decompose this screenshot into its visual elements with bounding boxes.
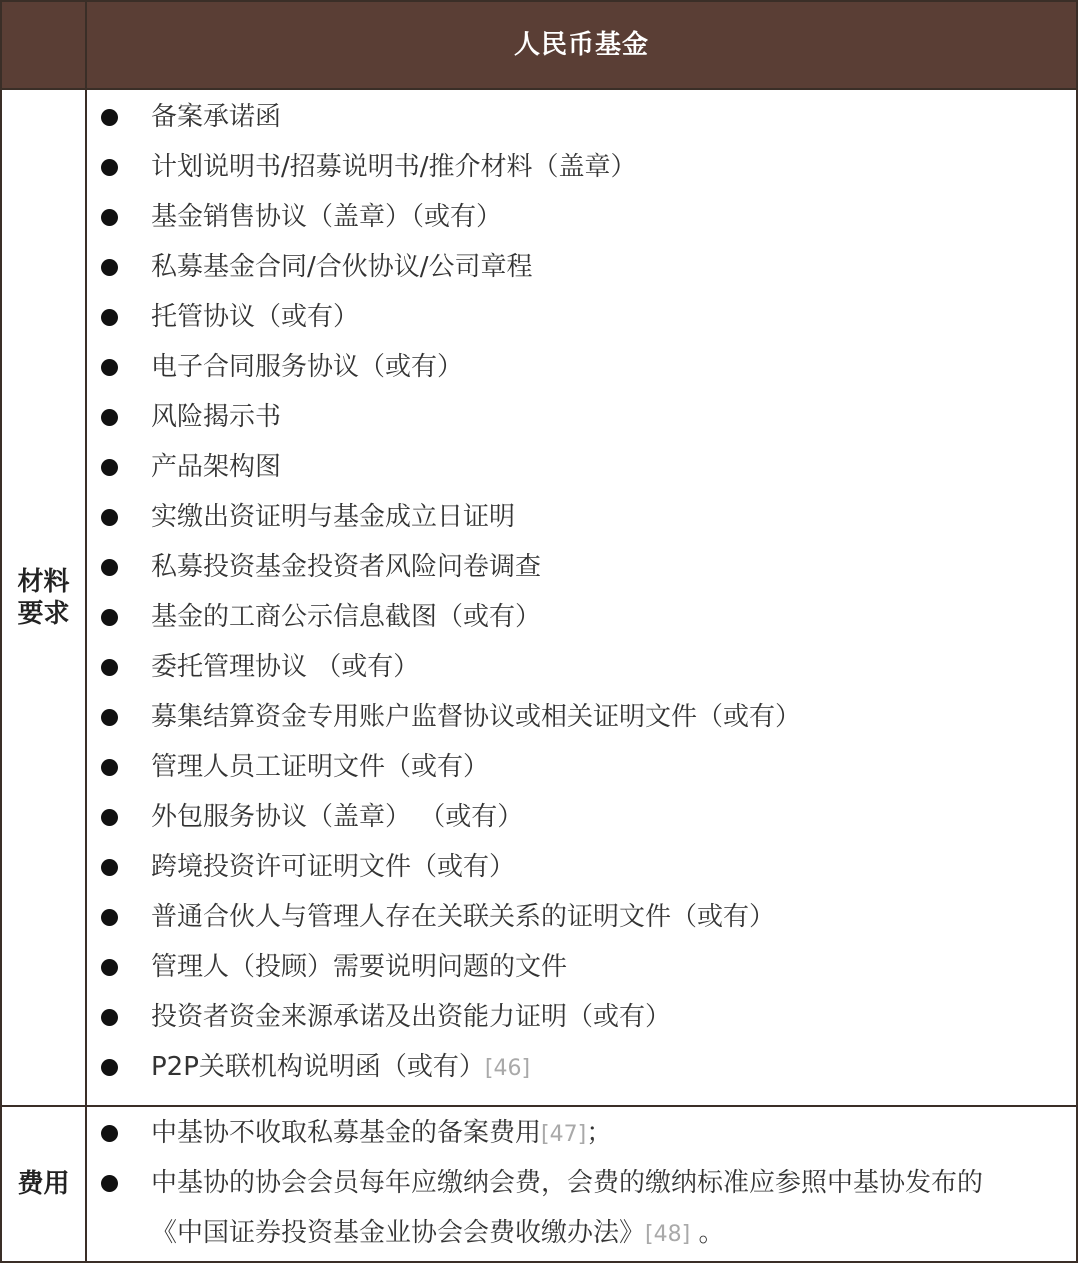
list-item	[87, 142, 1076, 192]
list-item	[87, 192, 1076, 242]
bullet-icon	[101, 409, 118, 426]
list-item	[87, 942, 1076, 992]
bullet-icon	[101, 309, 118, 326]
bullet-icon	[101, 209, 118, 226]
item-text: 风险揭示书	[151, 402, 282, 432]
bullet-icon	[101, 509, 118, 526]
item-text: 产品架构图	[151, 452, 282, 482]
materials-list	[87, 92, 1076, 1092]
bullet-icon	[101, 259, 118, 276]
item-text: P2P关联机构说明函（或有）	[151, 1052, 485, 1082]
list-item	[87, 92, 1076, 142]
item-text: 普通合伙人与管理人存在关联关系的证明文件（或有）	[151, 902, 776, 932]
fees-list	[87, 1108, 1076, 1258]
list-item	[87, 492, 1076, 542]
bullet-icon	[101, 559, 118, 576]
bullet-icon	[101, 959, 118, 976]
list-item	[87, 842, 1076, 892]
bullet-icon	[101, 1175, 118, 1192]
bullet-icon	[101, 809, 118, 826]
item-text: 跨境投资许可证明文件（或有）	[151, 852, 516, 882]
list-item: 中基协不收取私募基金的备案费用[47]；	[87, 1108, 1076, 1158]
bullet-icon	[101, 1059, 118, 1076]
list-item	[87, 392, 1076, 442]
bullet-icon	[101, 459, 118, 476]
item-text: 私募投资基金投资者风险问卷调查	[151, 552, 542, 582]
header-title: 人民币基金	[513, 30, 649, 60]
item-text: 基金销售协议（盖章）（或有）	[151, 202, 503, 232]
list-item	[87, 642, 1076, 692]
item-text: 投资者资金来源承诺及出资能力证明（或有）	[151, 1002, 672, 1032]
item-text: 管理人（投顾）需要说明问题的文件	[151, 952, 568, 982]
bullet-icon	[101, 859, 118, 876]
list-item	[87, 992, 1076, 1042]
item-text: 管理人员工证明文件（或有）	[151, 752, 490, 782]
item-text: 基金的工商公示信息截图（或有）	[151, 602, 542, 632]
item-text: 募集结算资金专用账户监督协议或相关证明文件（或有）	[151, 702, 802, 732]
bullet-icon	[101, 1125, 118, 1142]
list-item	[87, 742, 1076, 792]
list-item	[87, 892, 1076, 942]
row-divider	[2, 1105, 1076, 1107]
fees-label: 费用	[2, 1107, 87, 1261]
item-text: 电子合同服务协议（或有）	[151, 352, 464, 382]
list-item	[87, 692, 1076, 742]
footnote-ref[interactable]: [46]	[484, 1056, 531, 1081]
item-text: 委托管理协议 （或有）	[151, 652, 420, 682]
item-text: 实缴出资证明与基金成立日证明	[151, 502, 516, 532]
list-item	[87, 542, 1076, 592]
list-item	[87, 442, 1076, 492]
list-item	[87, 242, 1076, 292]
item-text: 备案承诺函	[151, 102, 282, 132]
item-text: 外包服务协议（盖章） （或有）	[151, 802, 524, 832]
item-text: 计划说明书/招募说明书/推介材料（盖章）	[151, 152, 637, 182]
bullet-icon	[101, 109, 118, 126]
list-item	[87, 342, 1076, 392]
bullet-icon	[101, 1009, 118, 1026]
list-item	[87, 1042, 1076, 1092]
list-item: 中基协的协会会员每年应缴纳会费，会费的缴纳标准应参照中基协发布的	[87, 1158, 1076, 1208]
item-text: 托管协议（或有）	[151, 302, 360, 332]
footnote-ref[interactable]: [47]	[541, 1122, 587, 1147]
list-item	[87, 292, 1076, 342]
bullet-icon	[101, 659, 118, 676]
list-item-continuation: 《中国证券投资基金业协会会费收缴办法》[48] 。	[151, 1218, 725, 1248]
item-text: 私募基金合同/合伙协议/公司章程	[151, 252, 533, 282]
list-item	[87, 592, 1076, 642]
footnote-ref[interactable]: [48]	[645, 1222, 691, 1247]
bullet-icon	[101, 759, 118, 776]
bullet-icon	[101, 159, 118, 176]
table-header	[2, 2, 1076, 90]
bullet-icon	[101, 359, 118, 376]
bullet-icon	[101, 909, 118, 926]
header-corner-cell	[2, 2, 87, 88]
materials-label: 材料要求	[2, 90, 87, 1105]
bullet-icon	[101, 609, 118, 626]
bullet-icon	[101, 709, 118, 726]
list-item	[87, 792, 1076, 842]
